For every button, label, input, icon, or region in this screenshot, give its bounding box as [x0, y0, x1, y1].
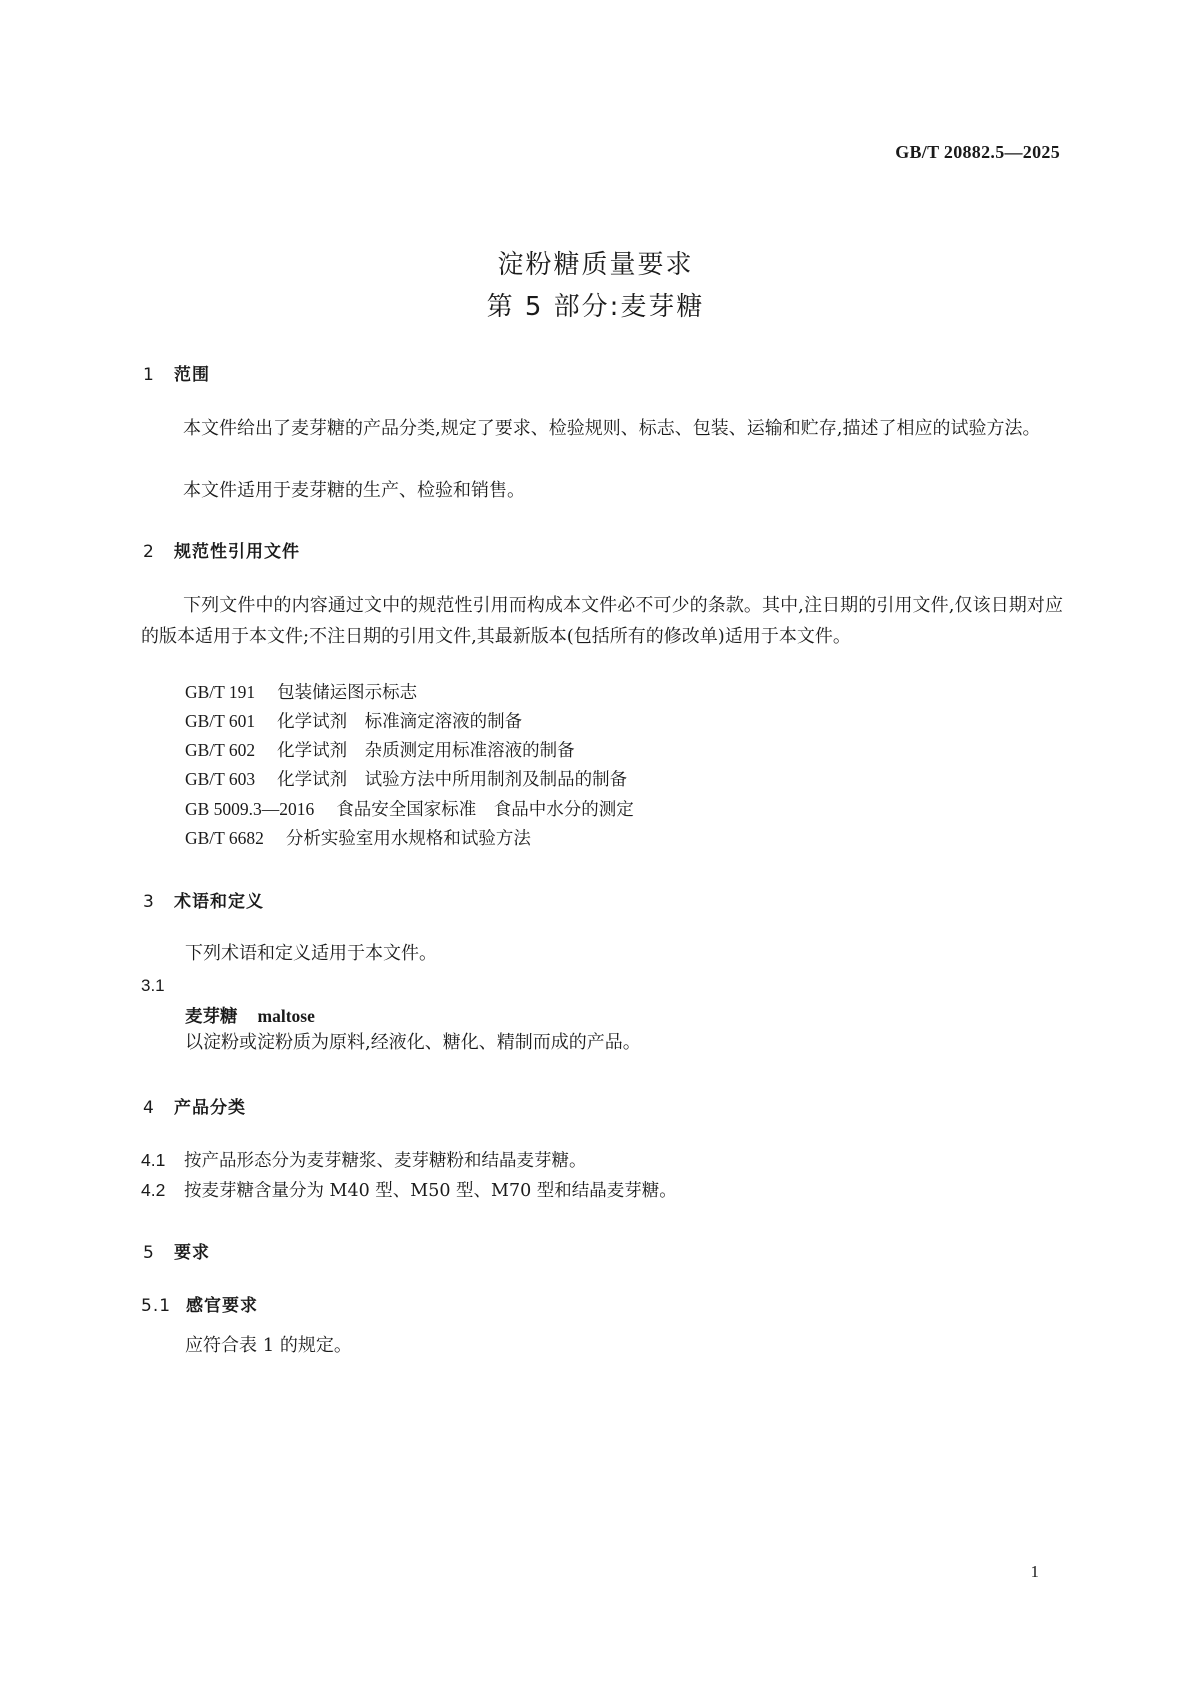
- reference-item: [185, 764, 627, 796]
- section-number: 2: [143, 542, 155, 562]
- reference-item: [185, 794, 634, 826]
- term-entry: [185, 1003, 315, 1028]
- reference-code: GB/T 603: [185, 769, 256, 789]
- term-number: 3.1: [141, 976, 165, 995]
- paragraph: 下列术语和定义适用于本文件。: [185, 943, 437, 964]
- section-title: 术语和定义: [174, 892, 264, 912]
- subsection-number: 5.1: [141, 1296, 172, 1316]
- reference-code: GB/T 602: [185, 740, 256, 760]
- section-title: 要求: [174, 1243, 210, 1263]
- paragraph: 应符合表 1 的规定。: [185, 1335, 352, 1356]
- section-heading-terms: [143, 887, 264, 912]
- paragraph-text: 本文件适用于麦芽糖的生产、检验和销售。: [183, 480, 525, 501]
- clause-number: 4.2: [141, 1180, 166, 1200]
- reference-title: 分析实验室用水规格和试验方法: [285, 829, 531, 849]
- section-number: 3: [143, 892, 155, 912]
- subsection-title: 感官要求: [186, 1296, 258, 1316]
- clause-item: [141, 1175, 677, 1207]
- document-title: 淀粉糖质量要求: [497, 250, 694, 280]
- reference-item: [185, 823, 531, 855]
- clause-text: 按麦芽糖含量分为 M40 型、M50 型、M70 型和结晶麦芽糖。: [184, 1181, 677, 1201]
- standard-code: GB/T 20882.5—2025: [895, 142, 1060, 162]
- section-title: 范围: [174, 365, 210, 385]
- section-heading-normative-references: [143, 537, 300, 562]
- reference-title: 化学试剂 杂质测定用标准溶液的制备: [277, 741, 575, 761]
- section-title: 产品分类: [174, 1098, 246, 1118]
- document-subtitle: 第 5 部分:麦芽糖: [486, 292, 705, 322]
- section-heading-scope: [143, 360, 210, 385]
- reference-code: GB/T 191: [185, 682, 256, 702]
- section-number: 4: [143, 1098, 155, 1118]
- reference-item: [185, 706, 522, 738]
- subsection-heading-sensory: [141, 1291, 258, 1316]
- paragraph-text: 本文件给出了麦芽糖的产品分类,规定了要求、检验规则、标志、包装、运输和贮存,描述了相应的试验方法。: [183, 418, 1041, 439]
- section-heading-classification: [143, 1093, 246, 1118]
- paragraph: [141, 413, 1063, 444]
- reference-title: 包装储运图示标志: [277, 683, 418, 703]
- reference-title: 食品安全国家标准 食品中水分的测定: [336, 800, 634, 820]
- clause-item: [141, 1145, 587, 1177]
- term-english: maltose: [257, 1006, 315, 1026]
- paragraph: [141, 475, 1063, 506]
- section-number: 1: [143, 365, 155, 385]
- reference-code: GB/T 6682: [185, 828, 264, 848]
- reference-item: [185, 677, 417, 709]
- reference-title: 化学试剂 标准滴定溶液的制备: [277, 712, 523, 732]
- reference-code: GB/T 601: [185, 711, 256, 731]
- page-number: 1: [1030, 1562, 1039, 1581]
- reference-code: GB 5009.3—2016: [185, 799, 315, 819]
- term-definition: 以淀粉或淀粉质为原料,经液化、糖化、精制而成的产品。: [185, 1032, 641, 1053]
- section-number: 5: [143, 1243, 155, 1263]
- term-chinese: 麦芽糖: [185, 1007, 238, 1027]
- section-title: 规范性引用文件: [174, 542, 300, 562]
- clause-text: 按产品形态分为麦芽糖浆、麦芽糖粉和结晶麦芽糖。: [184, 1151, 587, 1171]
- reference-item: [185, 735, 575, 767]
- paragraph: [141, 590, 1063, 652]
- reference-title: 化学试剂 试验方法中所用制剂及制品的制备: [277, 770, 628, 790]
- paragraph-text: 下列文件中的内容通过文中的规范性引用而构成本文件必不可少的条款。其中,注日期的引用文件,仅该日期对应的版本适用于本文件;不注日期的引用文件,其最新版本(包括所有的修改单)适用于本文件。: [141, 595, 1063, 647]
- clause-number: 4.1: [141, 1150, 166, 1170]
- section-heading-requirements: [143, 1238, 210, 1263]
